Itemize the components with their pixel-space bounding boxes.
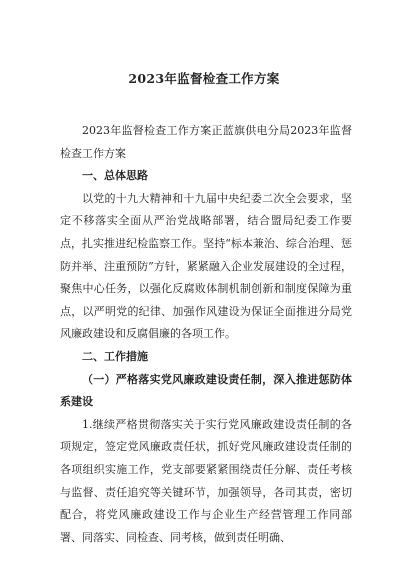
document-title: 2023年监督检查工作方案 bbox=[128, 71, 280, 86]
item-1-paragraph: 1.继续严格贯彻落实关于实行党风廉政建设责任制的各项规定，签定党风廉政责任状，抓好党风廉政建设责任制的各项组织实施工作，党支部要紧紧围绕责任分解、责任考核与监督、责任追究等关键环节，加强领导，各司其责，密切配合，将党风廉政建设工作与企业生产经营管理工作同部署、同落实、同检查、同考核，做到责任明确、 bbox=[60, 417, 352, 544]
document-body bbox=[60, 120, 352, 549]
subsection-heading-responsibility-system: （一）严格落实党风廉政建设责任制，深入推进惩防体系建设 bbox=[60, 372, 352, 409]
section-heading-overall-approach: 一、总体思路 bbox=[82, 169, 148, 183]
section-heading-work-measures: 二、工作措施 bbox=[82, 349, 148, 363]
intro-paragraph: 2023年监督检查工作方案正蓝旗供电分局2023年监督检查工作方案 bbox=[60, 124, 352, 160]
overall-approach-paragraph: 以党的十九大精神和十九届中央纪委二次全会要求，坚定不移落实全面从严治党战略部署，结合盟局纪委工作要点，扎实推进纪检监察工作。坚持“标本兼治、综合治理、惩防并举、注重预防”方针，紧紧融入企业发展建设的全过程，聚焦中心任务，以强化反腐败体制机制创新和制度保障为重点，以严明党的纪律、加强作风建设为保证全面推进分局党风廉政建设和反腐倡廉的各项工作。 bbox=[60, 191, 352, 341]
